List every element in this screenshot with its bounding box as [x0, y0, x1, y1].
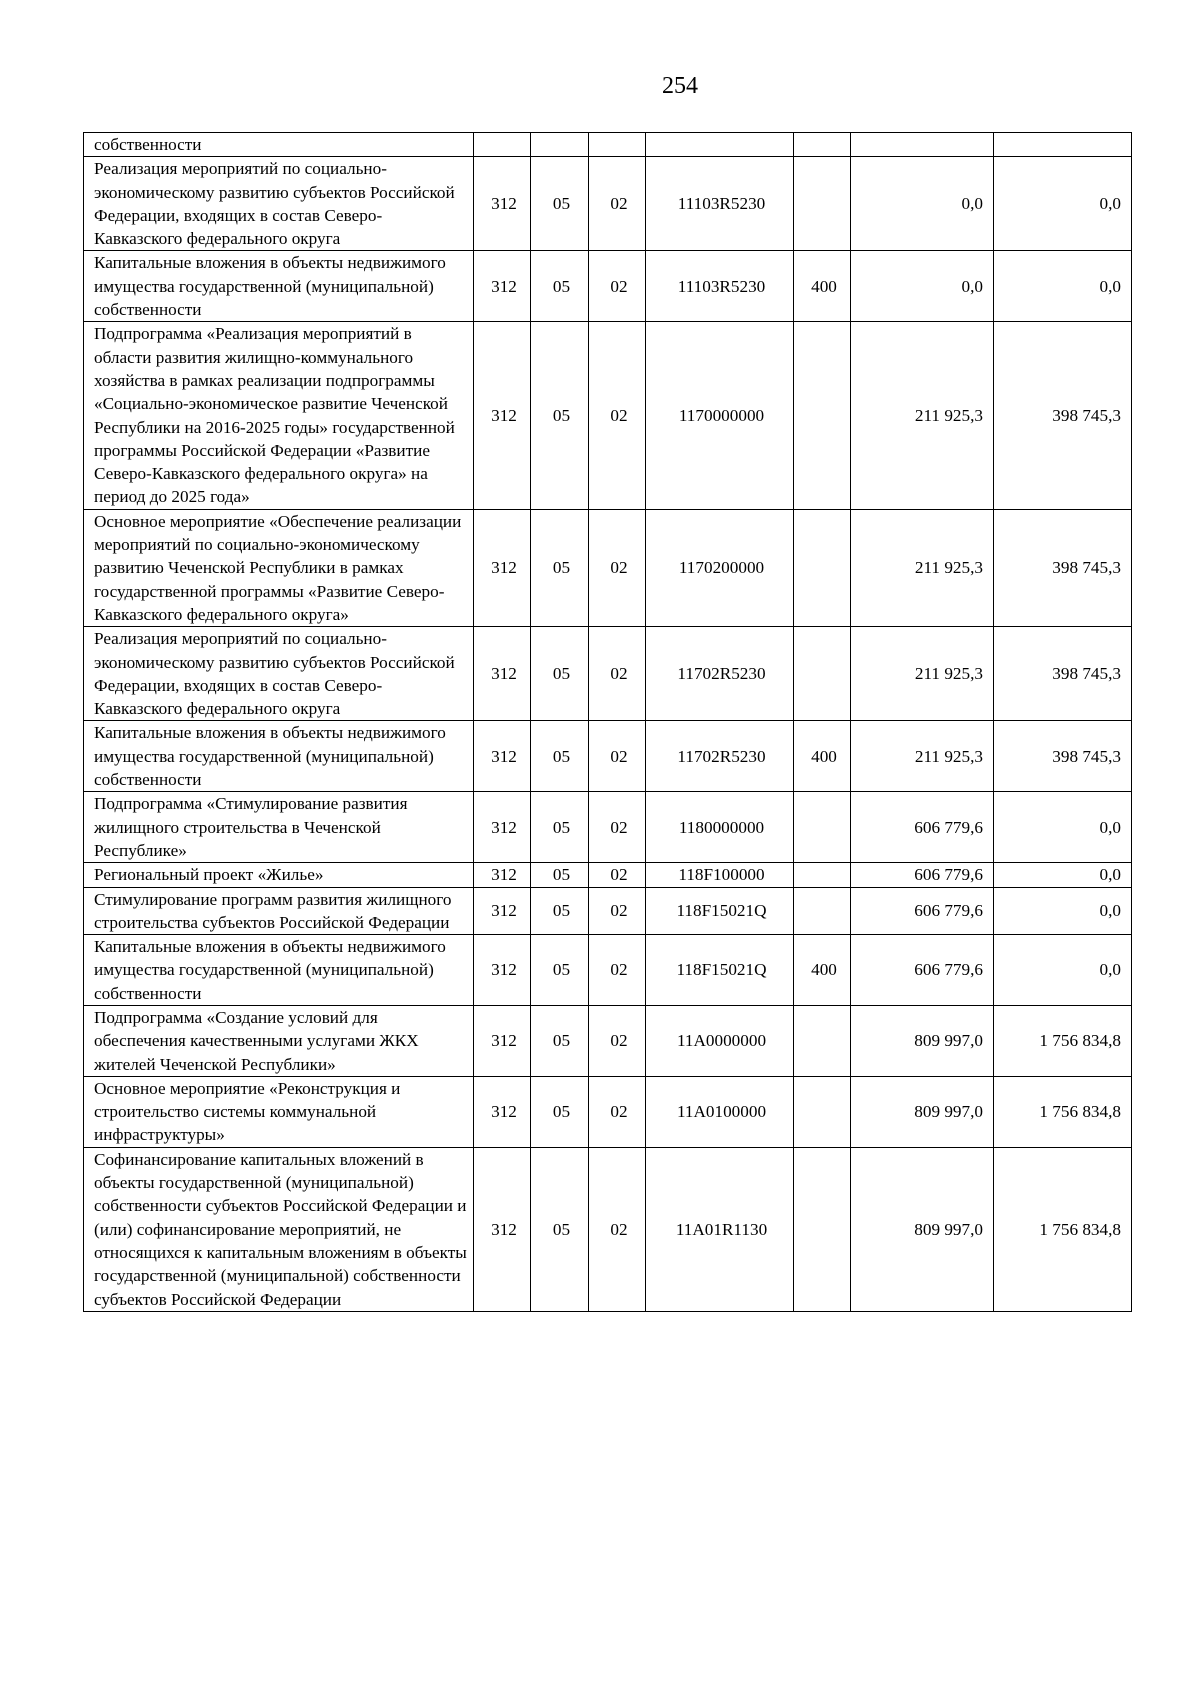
table-row [84, 1147, 1132, 1311]
row-vr [794, 627, 851, 721]
table-row [84, 792, 1132, 863]
row-year1: 211 925,3 [851, 322, 994, 509]
row-name: Капитальные вложения в объекты недвижимого имущества государственной (муниципальной) собственности [84, 251, 474, 322]
row-gr: 312 [474, 863, 531, 887]
row-csr: 11A01R1130 [646, 1147, 794, 1311]
table-row [84, 1076, 1132, 1147]
row-rz: 05 [531, 157, 589, 251]
table-row [84, 157, 1132, 251]
row-year2: 0,0 [994, 863, 1132, 887]
row-rz: 05 [531, 863, 589, 887]
row-csr: 11702R5230 [646, 627, 794, 721]
table-row [84, 322, 1132, 509]
row-csr: 118F15021Q [646, 887, 794, 935]
row-vr [794, 157, 851, 251]
row-name: Капитальные вложения в объекты недвижимого имущества государственной (муниципальной) собственности [84, 935, 474, 1006]
row-vr [794, 792, 851, 863]
row-csr [646, 133, 794, 157]
row-gr: 312 [474, 627, 531, 721]
row-csr: 11103R5230 [646, 251, 794, 322]
row-year2: 398 745,3 [994, 509, 1132, 626]
row-year2: 1 756 834,8 [994, 1005, 1132, 1076]
row-csr: 11A0100000 [646, 1076, 794, 1147]
row-name: Региональный проект «Жилье» [84, 863, 474, 887]
row-pr: 02 [589, 627, 646, 721]
row-pr: 02 [589, 322, 646, 509]
row-pr: 02 [589, 509, 646, 626]
row-vr [794, 887, 851, 935]
row-rz: 05 [531, 322, 589, 509]
row-gr: 312 [474, 1076, 531, 1147]
table-row [84, 251, 1132, 322]
row-name: Капитальные вложения в объекты недвижимого имущества государственной (муниципальной) собственности [84, 721, 474, 792]
row-gr: 312 [474, 157, 531, 251]
row-vr [794, 322, 851, 509]
row-year1 [851, 133, 994, 157]
row-rz: 05 [531, 1076, 589, 1147]
row-year2: 398 745,3 [994, 721, 1132, 792]
row-csr: 1170000000 [646, 322, 794, 509]
row-csr: 11702R5230 [646, 721, 794, 792]
row-name: Основное мероприятие «Обеспечение реализации мероприятий по социально-экономическому развитию Чеченской Республики в рамках государственной программы «Развитие Северо-Кавказского федерального округа» [84, 509, 474, 626]
row-gr: 312 [474, 887, 531, 935]
row-pr: 02 [589, 1076, 646, 1147]
row-csr: 1170200000 [646, 509, 794, 626]
row-year2: 398 745,3 [994, 322, 1132, 509]
row-year2: 0,0 [994, 251, 1132, 322]
row-year2: 0,0 [994, 935, 1132, 1006]
row-year1: 606 779,6 [851, 887, 994, 935]
table-row [84, 863, 1132, 887]
row-rz: 05 [531, 1005, 589, 1076]
table-row [84, 1005, 1132, 1076]
row-name: Подпрограмма «Стимулирование развития жилищного строительства в Чеченской Республике» [84, 792, 474, 863]
row-rz: 05 [531, 721, 589, 792]
row-vr [794, 133, 851, 157]
row-year2: 398 745,3 [994, 627, 1132, 721]
row-rz: 05 [531, 627, 589, 721]
row-rz: 05 [531, 251, 589, 322]
row-csr: 11103R5230 [646, 157, 794, 251]
row-year1: 211 925,3 [851, 509, 994, 626]
row-gr: 312 [474, 322, 531, 509]
row-pr: 02 [589, 1147, 646, 1311]
row-year1: 0,0 [851, 157, 994, 251]
row-year1: 809 997,0 [851, 1076, 994, 1147]
row-year1: 809 997,0 [851, 1147, 994, 1311]
row-year1: 211 925,3 [851, 627, 994, 721]
row-gr: 312 [474, 509, 531, 626]
row-year1: 606 779,6 [851, 792, 994, 863]
row-gr: 312 [474, 792, 531, 863]
row-csr: 118F15021Q [646, 935, 794, 1006]
row-vr [794, 1005, 851, 1076]
row-name: Софинансирование капитальных вложений в объекты государственной (муниципальной) собственности субъектов Российской Федерации и (или) софинансирование мероприятий, не относящихся к капитальным вложениям в объекты государственной (муниципальной) собственности субъектов Российской Федерации [84, 1147, 474, 1311]
row-gr: 312 [474, 1005, 531, 1076]
row-vr: 400 [794, 251, 851, 322]
table-row [84, 935, 1132, 1006]
table-row [84, 133, 1132, 157]
row-csr: 11A0000000 [646, 1005, 794, 1076]
row-gr: 312 [474, 251, 531, 322]
row-name: Подпрограмма «Реализация мероприятий в области развития жилищно-коммунального хозяйства в рамках реализации подпрограммы «Социально-экономическое развитие Чеченской Республики на 2016-2025 годы» государственной программы Российской Федерации «Развитие Северо-Кавказского федерального округа» на период до 2025 года» [84, 322, 474, 509]
row-year2: 0,0 [994, 157, 1132, 251]
row-year1: 211 925,3 [851, 721, 994, 792]
table-row [84, 627, 1132, 721]
row-name: Реализация мероприятий по социально-экономическому развитию субъектов Российской Федерации, входящих в состав Северо-Кавказского федерального округа [84, 157, 474, 251]
row-year2 [994, 133, 1132, 157]
budget-table [83, 132, 1132, 1312]
row-name: Подпрограмма «Создание условий для обеспечения качественными услугами ЖКХ жителей Чеченской Республики» [84, 1005, 474, 1076]
row-rz: 05 [531, 935, 589, 1006]
row-gr [474, 133, 531, 157]
row-vr [794, 1147, 851, 1311]
table-row [84, 509, 1132, 626]
row-csr: 1180000000 [646, 792, 794, 863]
row-year2: 0,0 [994, 792, 1132, 863]
table-row [84, 887, 1132, 935]
row-vr: 400 [794, 721, 851, 792]
row-name: Стимулирование программ развития жилищного строительства субъектов Российской Федерации [84, 887, 474, 935]
row-pr: 02 [589, 935, 646, 1006]
page-number: 254 [662, 73, 698, 99]
row-rz: 05 [531, 887, 589, 935]
row-gr: 312 [474, 935, 531, 1006]
row-year1: 606 779,6 [851, 863, 994, 887]
row-vr [794, 1076, 851, 1147]
row-pr: 02 [589, 1005, 646, 1076]
row-pr: 02 [589, 863, 646, 887]
row-name: Основное мероприятие «Реконструкция и строительство системы коммунальной инфраструктуры» [84, 1076, 474, 1147]
row-year2: 1 756 834,8 [994, 1076, 1132, 1147]
row-pr: 02 [589, 721, 646, 792]
row-year1: 809 997,0 [851, 1005, 994, 1076]
row-csr: 118F100000 [646, 863, 794, 887]
table-row [84, 721, 1132, 792]
row-pr [589, 133, 646, 157]
row-year1: 606 779,6 [851, 935, 994, 1006]
row-vr [794, 863, 851, 887]
row-rz: 05 [531, 792, 589, 863]
row-year1: 0,0 [851, 251, 994, 322]
row-year2: 0,0 [994, 887, 1132, 935]
row-year2: 1 756 834,8 [994, 1147, 1132, 1311]
row-rz: 05 [531, 509, 589, 626]
row-pr: 02 [589, 887, 646, 935]
row-pr: 02 [589, 792, 646, 863]
row-rz [531, 133, 589, 157]
row-pr: 02 [589, 157, 646, 251]
row-name: Реализация мероприятий по социально-экономическому развитию субъектов Российской Федерации, входящих в состав Северо-Кавказского федерального округа [84, 627, 474, 721]
row-name: собственности [84, 133, 474, 157]
row-gr: 312 [474, 1147, 531, 1311]
row-pr: 02 [589, 251, 646, 322]
row-rz: 05 [531, 1147, 589, 1311]
row-gr: 312 [474, 721, 531, 792]
row-vr [794, 509, 851, 626]
row-vr: 400 [794, 935, 851, 1006]
